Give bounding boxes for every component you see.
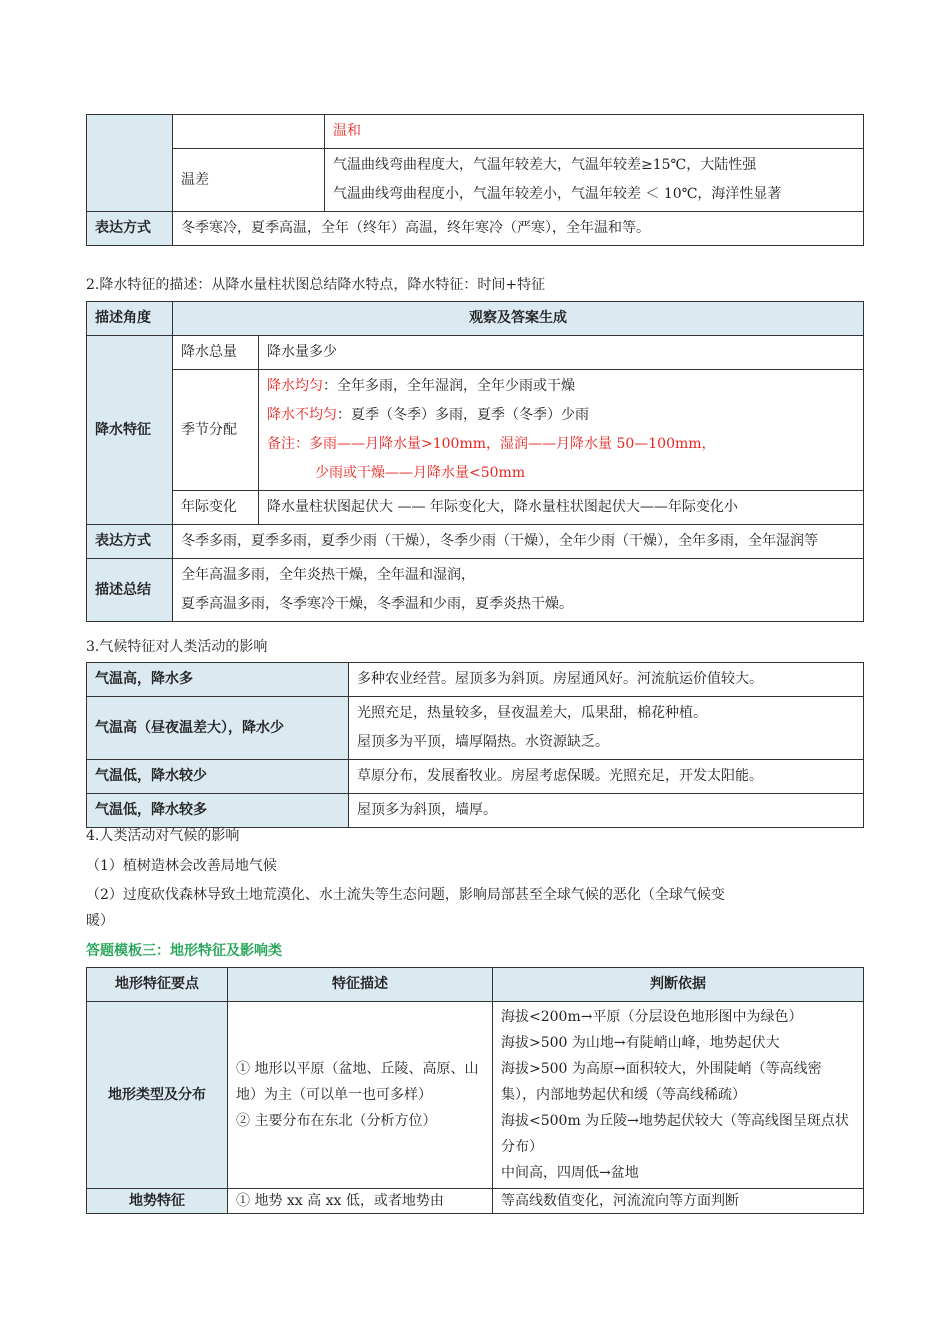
list-item: （1）植树造林会改善局地气候: [86, 858, 277, 874]
temperature-table: [86, 114, 864, 246]
table-cell: 屋顶多为斜顶，墙厚。: [349, 794, 864, 828]
table-cell: 降水量柱状图起伏大 —— 年际变化大，降水量柱状图起伏大——年际变化小: [259, 491, 864, 525]
table-row: [87, 760, 864, 794]
merged-label-cell: [87, 115, 173, 212]
table-row: [87, 370, 864, 491]
row-label: 表达方式: [87, 212, 173, 246]
table-cell: 草原分布，发展畜牧业。房屋考虑保暖。光照充足，开发太阳能。: [349, 760, 864, 794]
table-row: [87, 794, 864, 828]
row-label: 温差: [173, 149, 325, 212]
group-label: 降水特征: [87, 336, 173, 525]
table-cell: ① 地势 xx 高 xx 低，或者地势由: [228, 1189, 493, 1214]
table-row: [87, 525, 864, 559]
table-row: [87, 697, 864, 760]
template-title: 答题模板三：地形特征及影响类: [86, 943, 282, 959]
column-header: 描述角度: [87, 302, 173, 336]
column-header: 特征描述: [228, 968, 493, 1002]
precipitation-table: [86, 301, 864, 622]
list-item: （2）过度砍伐森林导致土地荒漠化、水土流失等生态问题，影响局部甚至全球气候的恶化（全球气候变: [86, 887, 725, 903]
table-cell: 海拔<200m→平原（分层设色地形图中为绿色） 海拔>500 为山地→有陡峭山峰，地势起伏大 海拔>500 为高原→面积较大，外围陡峭（等高线密集），内部地势起伏和缓（等高线稀疏） 海拔<500m 为丘陵→地势起伏较大（等高线图呈斑点状分布） 中间高，四周低→盆地: [493, 1002, 864, 1189]
section-heading: 4.人类活动对气候的影响: [86, 828, 240, 844]
table-row: [87, 663, 864, 697]
table-row: [87, 491, 864, 525]
row-label: 表达方式: [87, 525, 173, 559]
column-header: 地形特征要点: [87, 968, 228, 1002]
table-cell: 冬季寒冷，夏季高温，全年（终年）高温，终年寒冷（严寒），全年温和等。: [173, 212, 864, 246]
table-cell: 等高线数值变化，河流流向等方面判断: [493, 1189, 864, 1214]
table-header-row: [87, 968, 864, 1002]
column-header: 判断依据: [493, 968, 864, 1002]
row-label: 地势特征: [87, 1189, 228, 1214]
table-row: [87, 1002, 864, 1189]
column-header: 观察及答案生成: [173, 302, 864, 336]
climate-impact-table: [86, 662, 864, 828]
table-row: [87, 115, 864, 149]
row-label: 地形类型及分布: [87, 1002, 228, 1189]
table-row: [87, 336, 864, 370]
table-row: [87, 212, 864, 246]
row-label: 降水总量: [173, 336, 259, 370]
table-cell: 全年高温多雨，全年炎热干燥，全年温和湿润， 夏季高温多雨，冬季寒冷干燥，冬季温和少雨，夏季炎热干燥。: [173, 559, 864, 622]
table-cell: 多种农业经营。屋顶多为斜顶。房屋通风好。河流航运价值较大。: [349, 663, 864, 697]
table-cell: 降水均匀：全年多雨，全年湿润，全年少雨或干燥 降水不均匀：夏季（冬季）多雨，夏季（冬季）少雨 备注：多雨——月降水量>100mm，湿润——月降水量 50—100mm， 少雨或干燥——月降水量<50mm: [259, 370, 864, 491]
section-heading: 2.降水特征的描述：从降水量柱状图总结降水特点，降水特征：时间+特征: [86, 277, 546, 293]
row-label: 季节分配: [173, 370, 259, 491]
row-label: 气温低，降水较少: [87, 760, 349, 794]
table-row: [87, 1189, 864, 1214]
row-label: 气温高，降水多: [87, 663, 349, 697]
row-label: 气温低，降水较多: [87, 794, 349, 828]
section-heading: 3.气候特征对人类活动的影响: [86, 639, 268, 655]
table-cell: 气温曲线弯曲程度大，气温年较差大，气温年较差≥15℃，大陆性强 气温曲线弯曲程度小，气温年较差小，气温年较差 ＜ 10℃，海洋性显著: [325, 149, 864, 212]
table-row: [87, 149, 864, 212]
table-cell: 光照充足，热量较多，昼夜温差大，瓜果甜，棉花种植。 屋顶多为平顶，墙厚隔热。水资源缺乏。: [349, 697, 864, 760]
row-label: 气温高（昼夜温差大），降水少: [87, 697, 349, 760]
table-header-row: [87, 302, 864, 336]
table-cell: 降水量多少: [259, 336, 864, 370]
empty-cell: [173, 115, 325, 149]
row-label: 描述总结: [87, 559, 173, 622]
list-item-continuation: 暖）: [86, 913, 114, 929]
table-cell: 冬季多雨，夏季多雨，夏季少雨（干燥），冬季少雨（干燥），全年少雨（干燥），全年多雨，全年湿润等: [173, 525, 864, 559]
terrain-table: [86, 967, 864, 1214]
table-row: [87, 559, 864, 622]
table-cell: ① 地形以平原（盆地、丘陵、高原、山地）为主（可以单一也可多样） ② 主要分布在东北（分析方位）: [228, 1002, 493, 1189]
table-cell: 温和: [325, 115, 864, 149]
row-label: 年际变化: [173, 491, 259, 525]
